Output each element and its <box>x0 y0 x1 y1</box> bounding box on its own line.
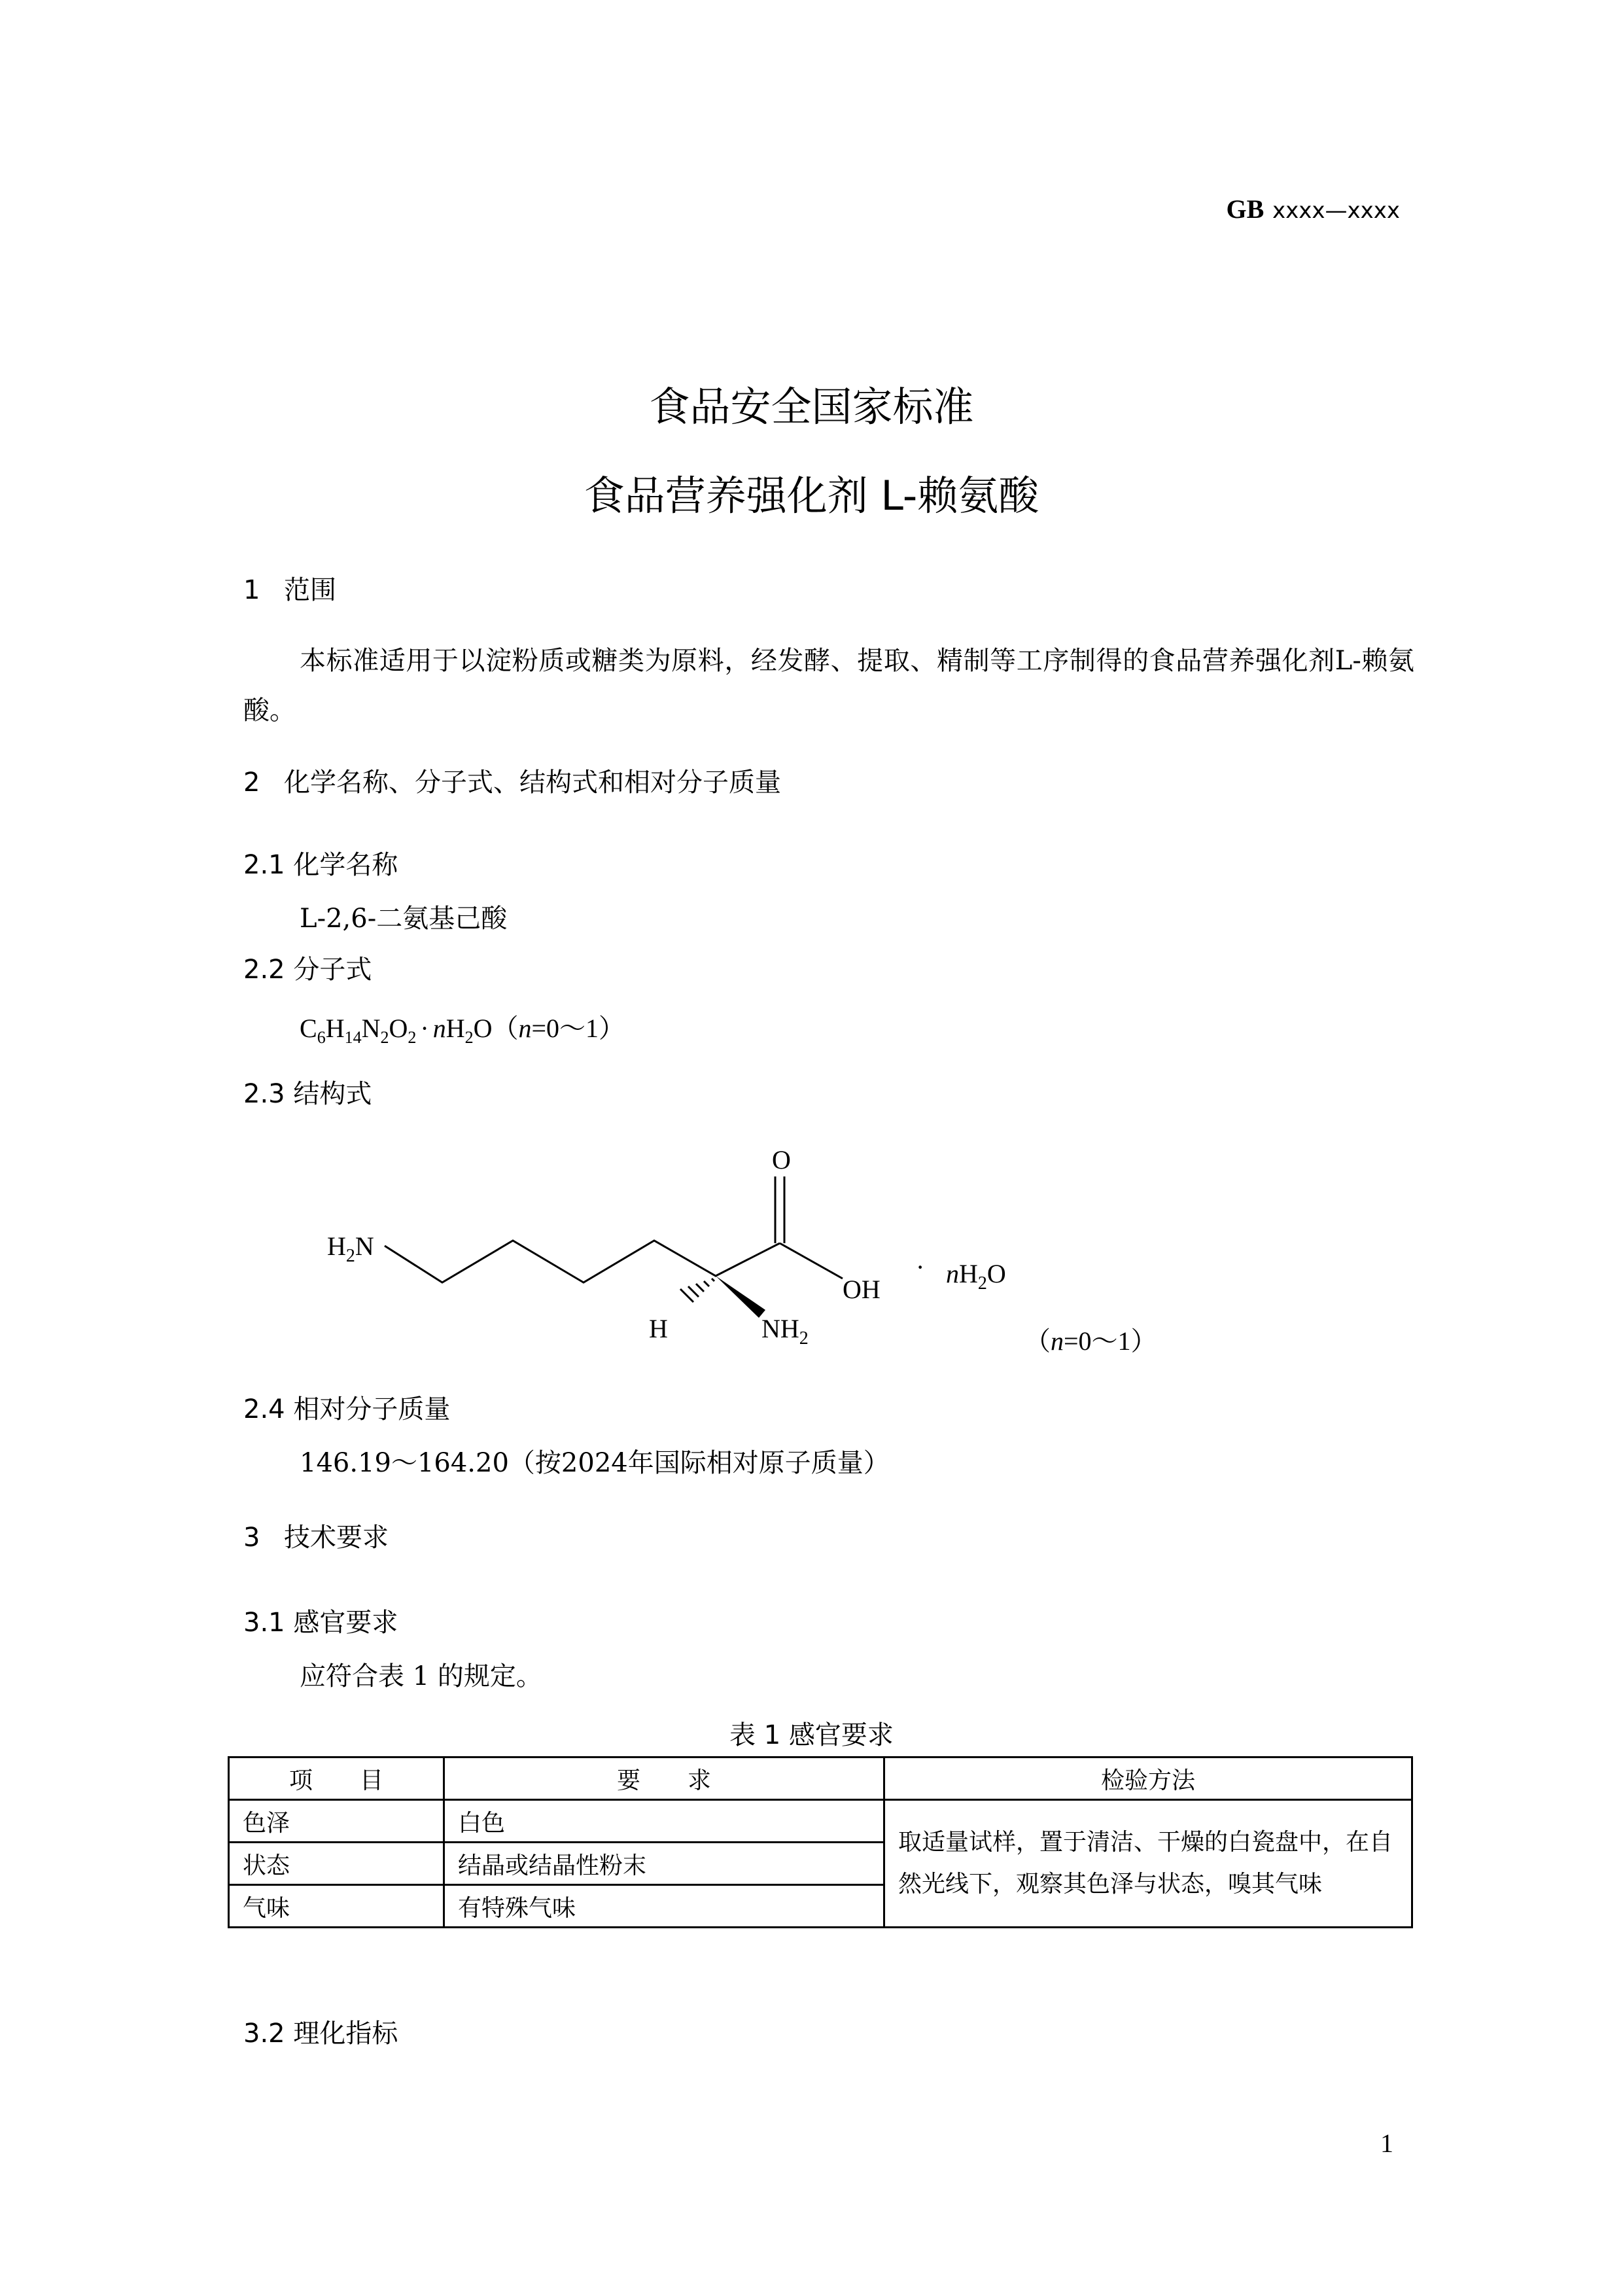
document-subtitle: 食品营养强化剂 L-赖氨酸 <box>584 472 1039 520</box>
standard-number <box>1227 194 1400 224</box>
water-dot: · <box>916 1252 925 1282</box>
scope-paragraph: 本标准适用于以淀粉质或糖类为原料，经发酵、提取、精制等工序制得的食品营养强化剂L-赖氨酸。 <box>243 646 1414 726</box>
item-cell: 色泽 <box>229 1800 444 1843</box>
table-header-row <box>229 1757 1412 1800</box>
molecular-formula: $C_6H_{14}N_2O_2$ · $nH_2O(n=0\sim 1)$ <box>300 1014 625 1047</box>
hydrate-note: （n=0～1） <box>1024 1326 1157 1356</box>
amino-group-label: $H_2N$ <box>327 1231 374 1266</box>
column-header: 检验方法 <box>884 1757 1412 1800</box>
column-header: 要 求 <box>444 1757 884 1800</box>
subsection-2-2-heading: 2.2 分子式 <box>243 955 372 985</box>
method-cell: 取适量试样，置于清洁、干燥的白瓷盘中，在自然光线下，观察其色泽与状态，嗅其气味 <box>884 1800 1412 1928</box>
column-header: 项 目 <box>229 1757 444 1800</box>
carbon-chain-bond <box>385 1241 780 1282</box>
item-cell: 气味 <box>229 1885 444 1928</box>
subsection-2-3-heading: 2.3 结构式 <box>243 1079 372 1109</box>
standard-code: xxxx—xxxx <box>1272 198 1400 224</box>
wedge-bond <box>716 1276 765 1318</box>
chemical-name: L-2,6-二氨基己酸 <box>300 904 508 934</box>
subsection-3-1-heading: 3.1 感官要求 <box>243 1608 398 1638</box>
section-number: 3 <box>243 1523 260 1553</box>
alpha-amino-label: $NH_2$ <box>761 1314 809 1349</box>
water-label: $nH_2O$ <box>946 1259 1006 1294</box>
table-caption: 表 1 感官要求 <box>729 1720 894 1750</box>
sensory-requirements-table <box>228 1756 1413 1928</box>
standard-prefix: GB <box>1226 194 1265 224</box>
section-number: 2 <box>243 768 260 798</box>
sensory-reference: 应符合表 1 的规定。 <box>300 1661 542 1691</box>
section-title: 化学名称、分子式、结构式和相对分子质量 <box>284 768 781 798</box>
section-3-heading <box>243 1517 389 1554</box>
subsection-3-2-heading: 3.2 理化指标 <box>243 2019 398 2049</box>
hydroxyl-label: OH <box>843 1275 881 1304</box>
requirement-cell: 有特殊气味 <box>444 1885 884 1928</box>
subsection-2-1-heading: 2.1 化学名称 <box>243 850 398 880</box>
subsection-2-4-heading: 2.4 相对分子质量 <box>243 1394 451 1424</box>
hashed-bond <box>680 1279 714 1302</box>
section-title: 范围 <box>284 575 336 605</box>
requirement-cell: 白色 <box>444 1800 884 1843</box>
oxygen-label: O <box>772 1145 791 1174</box>
item-cell: 状态 <box>229 1843 444 1885</box>
section-2-heading <box>243 762 781 799</box>
hydroxyl-bond <box>780 1243 843 1279</box>
hydrogen-label: H <box>649 1314 668 1343</box>
section-number: 1 <box>243 575 260 605</box>
document-title: 食品安全国家标准 <box>649 383 974 431</box>
requirement-cell: 结晶或结晶性粉末 <box>444 1843 884 1885</box>
section-1-heading <box>243 569 336 607</box>
table-row <box>229 1800 1412 1843</box>
section-title: 技术要求 <box>284 1523 389 1553</box>
molecular-mass: 146.19～164.20（按2024年国际相对原子质量） <box>300 1448 890 1478</box>
page-number: 1 <box>1380 2128 1393 2158</box>
